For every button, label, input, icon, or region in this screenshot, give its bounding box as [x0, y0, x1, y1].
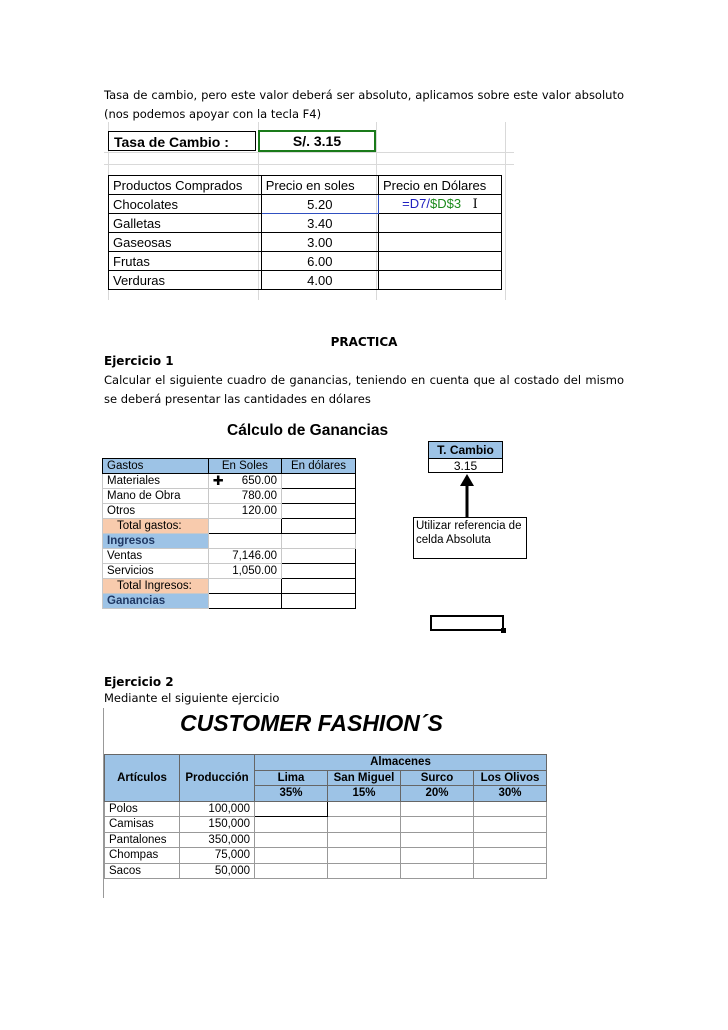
header-en-dolares: En dólares [281, 459, 355, 474]
ejercicio2-title: Ejercicio 2 [104, 675, 174, 689]
practica-title: PRACTICA [330, 335, 398, 349]
store-cell[interactable] [328, 801, 401, 817]
store-cell[interactable] [255, 801, 328, 817]
up-arrow-icon [455, 474, 479, 518]
qty-cell: 150,000 [180, 817, 255, 833]
header-price-dollars: Precio en Dólares [378, 176, 501, 195]
store-cell[interactable] [474, 817, 547, 833]
dollar-cell[interactable] [281, 549, 355, 564]
dollar-cell[interactable] [378, 252, 501, 271]
product-cell: Chocolates [109, 195, 262, 214]
dollar-cell[interactable] [378, 233, 501, 252]
store-cell[interactable] [474, 863, 547, 879]
price-cell: 6.00 [261, 252, 378, 271]
value-cell[interactable] [208, 534, 281, 549]
fill-handle[interactable] [501, 628, 506, 633]
ingresos-label: Ingresos [103, 534, 209, 549]
customer-fashion-heading: CUSTOMER FASHION´S [180, 710, 443, 736]
store-los-olivos: Los Olivos [474, 770, 547, 786]
store-cell[interactable] [328, 817, 401, 833]
header-products: Productos Comprados [109, 176, 262, 195]
row-label: Ventas [103, 549, 209, 564]
text-cursor-icon: I [472, 197, 478, 212]
item-cell: Sacos [105, 863, 180, 879]
percent-san-miguel: 15% [328, 786, 401, 802]
store-cell[interactable] [474, 832, 547, 848]
product-cell: Galletas [109, 214, 262, 233]
store-cell[interactable] [255, 832, 328, 848]
value-cell[interactable] [208, 594, 281, 609]
header-almacenes: Almacenes [255, 755, 547, 771]
dollar-cell[interactable] [281, 474, 355, 489]
value-cell[interactable]: 120.00 [208, 504, 281, 519]
value-cell[interactable]: 1,050.00 [208, 564, 281, 579]
formula-cell[interactable] [378, 195, 501, 214]
products-table [108, 175, 502, 290]
value-cell[interactable]: ✚ 650.00 [208, 474, 281, 489]
store-lima: Lima [255, 770, 328, 786]
item-cell: Chompas [105, 848, 180, 864]
dollar-cell[interactable] [281, 579, 355, 594]
total-ingresos-label: Total Ingresos: [103, 579, 209, 594]
formula-prefix: =D7/ [402, 196, 430, 211]
tcambio-label: T. Cambio [429, 442, 502, 459]
rate-label-cell: Tasa de Cambio : [108, 131, 256, 151]
row-label: Mano de Obra [103, 489, 209, 504]
dollar-cell[interactable] [378, 214, 501, 233]
value-cell[interactable] [208, 579, 281, 594]
ejercicio2-text: Mediante el siguiente ejercicio [104, 691, 280, 705]
store-cell[interactable] [401, 863, 474, 879]
product-cell: Frutas [109, 252, 262, 271]
header-gastos: Gastos [103, 459, 209, 474]
rate-value-cell[interactable]: S/. 3.15 [258, 130, 376, 152]
header-articulos: Artículos [105, 755, 180, 802]
header-produccion: Producción [180, 755, 255, 802]
ejercicio1-title: Ejercicio 1 [104, 354, 174, 368]
dollar-cell[interactable] [281, 489, 355, 504]
store-cell[interactable] [474, 848, 547, 864]
qty-cell: 100,000 [180, 801, 255, 817]
formula-reference: $D$3 [429, 196, 462, 211]
qty-cell: 350,000 [180, 832, 255, 848]
percent-surco: 20% [401, 786, 474, 802]
store-cell[interactable] [401, 832, 474, 848]
header-en-soles: En Soles [208, 459, 281, 474]
selected-cell[interactable] [430, 615, 504, 631]
dollar-cell[interactable] [378, 271, 501, 290]
header-price-soles: Precio en soles [261, 176, 378, 195]
cross-cursor-icon: ✚ [212, 473, 224, 488]
price-cell: 3.00 [261, 233, 378, 252]
dollar-cell[interactable] [281, 504, 355, 519]
store-cell[interactable] [474, 801, 547, 817]
store-cell[interactable] [401, 817, 474, 833]
store-cell[interactable] [328, 863, 401, 879]
value-cell[interactable]: 7,146.00 [208, 549, 281, 564]
ejercicio1-text: Calcular el siguiente cuadro de ganancias, teniendo en cuenta que al costado del mismo se deberá presentar las cantidades en dólares [104, 373, 624, 406]
ganancias-table [102, 458, 356, 609]
store-surco: Surco [401, 770, 474, 786]
percent-lima: 35% [255, 786, 328, 802]
row-label: Materiales [103, 474, 209, 489]
price-cell: 4.00 [261, 271, 378, 290]
fashion-table [104, 754, 547, 879]
store-cell[interactable] [328, 848, 401, 864]
product-cell: Gaseosas [109, 233, 262, 252]
row-label: Servicios [103, 564, 209, 579]
tcambio-value[interactable]: 3.15 [453, 459, 478, 473]
store-cell[interactable] [255, 817, 328, 833]
ganancias-label: Ganancias [103, 594, 209, 609]
store-san-miguel: San Miguel [328, 770, 401, 786]
tcambio-box [428, 441, 503, 473]
store-cell[interactable] [401, 848, 474, 864]
store-cell[interactable] [255, 863, 328, 879]
item-cell: Pantalones [105, 832, 180, 848]
dollar-cell[interactable] [281, 594, 355, 609]
value-cell[interactable]: 780.00 [208, 489, 281, 504]
item-cell: Camisas [105, 817, 180, 833]
dollar-cell[interactable] [281, 519, 355, 534]
qty-cell: 50,000 [180, 863, 255, 879]
price-cell[interactable]: 5.20 [261, 195, 378, 214]
dollar-cell[interactable] [281, 564, 355, 579]
row-label: Otros [103, 504, 209, 519]
store-cell[interactable] [401, 801, 474, 817]
qty-cell: 75,000 [180, 848, 255, 864]
product-cell: Verduras [109, 271, 262, 290]
percent-los-olivos: 30% [474, 786, 547, 802]
value-cell[interactable] [208, 519, 281, 534]
item-cell: Polos [105, 801, 180, 817]
total-gastos-label: Total gastos: [103, 519, 209, 534]
callout-box: Utilizar referencia de celda Absoluta [413, 517, 527, 559]
store-cell[interactable] [255, 848, 328, 864]
price-cell: 3.40 [261, 214, 378, 233]
dollar-cell[interactable] [281, 534, 355, 549]
store-cell[interactable] [328, 832, 401, 848]
ganancias-title: Cálculo de Ganancias [227, 422, 389, 439]
intro-paragraph: Tasa de cambio, pero este valor deberá ser absoluto, aplicamos sobre este valor absoluto (nos podemos apoyar con la tecla F4) [104, 88, 624, 121]
